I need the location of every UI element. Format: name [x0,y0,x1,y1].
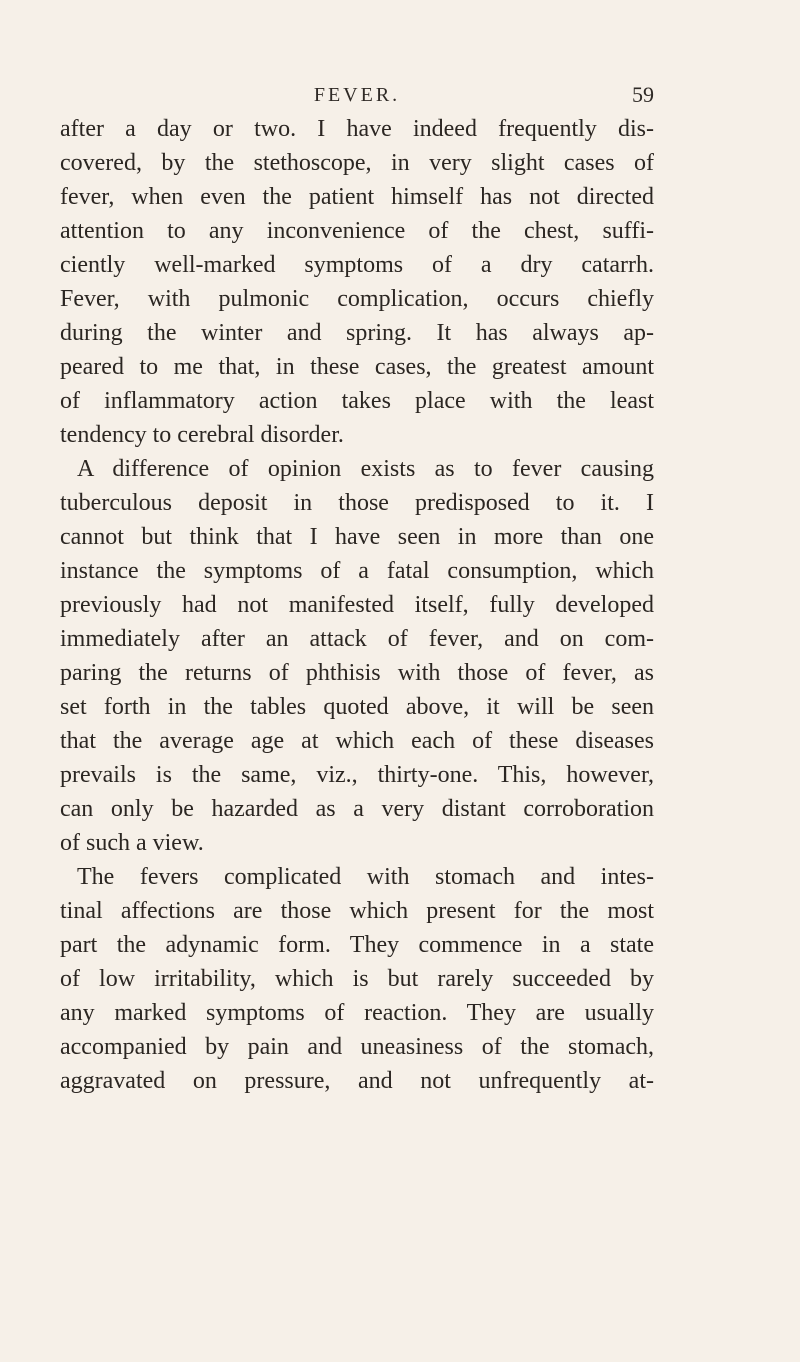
text-line: prevails is the same, viz., thirty-one. This, however, [60,762,654,788]
page-number: 59 [632,82,654,107]
text-line: The fevers complicated with stomach and intes- [77,864,654,890]
text-line: attention to any inconvenience of the chest, suffi- [60,218,654,244]
text-line: tinal affections are those which present for the most [60,898,654,924]
text-line: can only be hazarded as a very distant corroboration [60,796,654,822]
text-line: Fever, with pulmonic complication, occurs chiefly [60,286,654,312]
text-line: paring the returns of phthisis with those of fever, as [60,660,654,686]
text-line: fever, when even the patient himself has not directed [60,184,654,210]
text-line: peared to me that, in these cases, the greatest amount [60,354,654,380]
text-line: after a day or two. I have indeed frequently dis- [60,116,654,142]
text-line: instance the symptoms of a fatal consumption, which [60,558,654,584]
text-line: immediately after an attack of fever, and on com- [60,626,654,652]
running-title: FEVER. [313,84,401,106]
text-line: any marked symptoms of reaction. They are usually [60,1000,654,1026]
text-line: of low irritability, which is but rarely succeeded by [60,966,654,992]
text-line: set forth in the tables quoted above, it will be seen [60,694,654,720]
text-line: aggravated on pressure, and not unfrequently at- [60,1068,654,1094]
text-line: during the winter and spring. It has always ap- [60,320,654,346]
text-line: of such a view. [60,830,204,856]
text-line: accompanied by pain and uneasiness of the stomach, [60,1034,654,1060]
text-line: that the average age at which each of these diseases [60,728,654,754]
text-line: tendency to cerebral disorder. [60,422,344,448]
text-line: A difference of opinion exists as to fever causing [77,456,654,482]
text-line: previously had not manifested itself, fully developed [60,592,654,618]
text-line: cannot but think that I have seen in more than one [60,524,654,550]
text-line: ciently well-marked symptoms of a dry catarrh. [60,252,654,278]
text-line: covered, by the stethoscope, in very slight cases of [60,150,654,176]
running-head [60,78,654,112]
text-line: tuberculous deposit in those predisposed to it. I [60,490,654,516]
text-line: part the adynamic form. They commence in a state [60,932,654,958]
text-line: of inflammatory action takes place with the least [60,388,654,414]
body-text [60,112,654,1098]
